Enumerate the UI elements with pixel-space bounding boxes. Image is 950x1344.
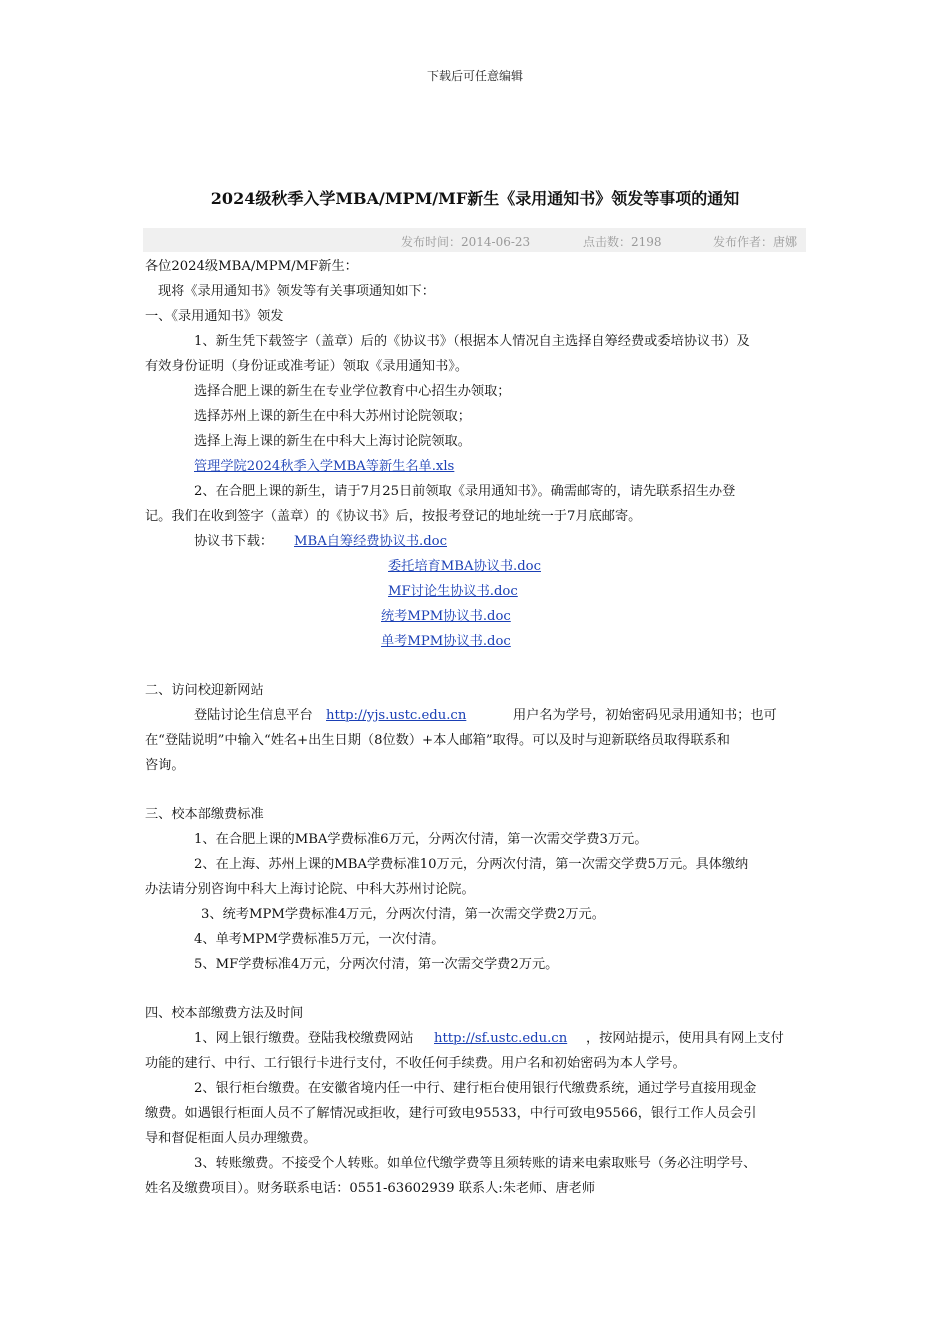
page-title: 2024级秋季入学MBA/MPM/MF新生《录用通知书》领发等事项的通知 <box>210 189 740 208</box>
intro: 现将《录用通知书》领发等有关事项通知如下： <box>158 284 435 299</box>
fee-item-3: 3、统考MPM学费标准4万元，分两次付清，第一次需交学费2万元。 <box>201 907 605 922</box>
s1-para2-line1: 2、在合肥上课的新生，请于7月25日前领取《录用通知书》。确需邮寄的，请先联系招生办登 <box>194 484 736 499</box>
pay-item-1-pre: 1、网上银行缴费。登陆我校缴费网站 <box>194 1031 414 1046</box>
s1-para1-line1: 1、新生凭下载签字（盖章）后的《协议书》（根据本人情况自主选择自筹经费或委培协议书）及 <box>194 334 750 349</box>
section-1-heading: 一、《录用通知书》领发 <box>145 309 284 324</box>
pay-item-1-line2: 功能的建行、中行、工行银行卡进行支付，不收任何手续费。用户名和初始密码为本人学号。 <box>145 1056 686 1071</box>
pay-item-3-line1: 3、转账缴费。不接受个人转账。如单位代缴学费等且须转账的请来电索取账号（务必注明学号、 <box>194 1156 757 1171</box>
fee-item-2-line1: 2、在上海、苏州上课的MBA学费标准10万元，分两次付清，第一次需交学费5万元。具体缴纳 <box>194 857 749 872</box>
section-3-heading: 三、校本部缴费标准 <box>145 807 264 822</box>
s1-hefei: 选择合肥上课的新生在专业学位教育中心招生办领取； <box>194 384 511 399</box>
download-label: 协议书下载： <box>194 534 274 549</box>
fee-item-4: 4、单考MPM学费标准5万元，一次付清。 <box>194 932 445 947</box>
pay-item-1-post: ，按网站提示，使用具有网上支付 <box>586 1031 784 1046</box>
sf-site-link[interactable]: http://sf.ustc.edu.cn <box>434 1031 568 1046</box>
doc-link-mf[interactable]: MF讨论生协议书.doc <box>388 584 518 599</box>
s1-para2-line2: 记。我们在收到签字（盖章）的《协议书》后，按报考登记的地址统一于7月底邮寄。 <box>145 509 642 524</box>
publish-time: 发布时间：2014-06-23 <box>401 235 531 249</box>
section-4-heading: 四、校本部缴费方法及时间 <box>145 1006 304 1021</box>
section-2-heading: 二、访问校迎新网站 <box>145 683 264 698</box>
fee-item-2-line2: 办法请分别咨询中科大上海讨论院、中科大苏州讨论院。 <box>145 882 475 897</box>
meta-bar <box>143 228 806 252</box>
greeting: 各位2024级MBA/MPM/MF新生： <box>145 259 358 274</box>
s1-para1-line2: 有效身份证明（身份证或准考证）领取《录用通知书》。 <box>145 359 469 374</box>
doc-link-mpm-unified[interactable]: 统考MPM协议书.doc <box>381 609 511 624</box>
student-list-link[interactable]: 管理学院2024秋季入学MBA等新生名单.xls <box>194 459 455 474</box>
s1-shanghai: 选择上海上课的新生在中科大上海讨论院领取。 <box>194 434 471 449</box>
doc-link-mpm-single[interactable]: 单考MPM协议书.doc <box>381 634 511 649</box>
fee-item-5: 5、MF学费标准4万元，分两次付清，第一次需交学费2万元。 <box>194 957 559 972</box>
s2-line2: 在“登陆说明”中输入“姓名+出生日期（8位数）+本人邮箱”取得。可以及时与迎新联络员取得联系和 <box>145 733 730 748</box>
pay-item-2-line3: 导和督促柜面人员办理缴费。 <box>145 1131 317 1146</box>
click-count: 点击数：2198 <box>583 235 662 249</box>
doc-link-mba-sponsored[interactable]: 委托培育MBA协议书.doc <box>388 559 541 574</box>
yjs-site-link[interactable]: http://yjs.ustc.edu.cn <box>326 708 467 723</box>
pay-item-3-line2: 姓名及缴费项目）。财务联系电话：0551-63602939 联系人:朱老师、唐老师 <box>145 1181 596 1196</box>
header-note: 下载后可任意编辑 <box>426 69 523 83</box>
pay-item-2-line1: 2、银行柜台缴费。在安徽省境内任一中行、建行柜台使用银行代缴费系统，通过学号直接用现金 <box>194 1081 757 1096</box>
s2-line3: 咨询。 <box>145 758 185 773</box>
fee-item-1: 1、在合肥上课的MBA学费标准6万元，分两次付清，第一次需交学费3万元。 <box>194 832 648 847</box>
s2-line1-post: 用户名为学号，初始密码见录用通知书；也可 <box>513 708 777 723</box>
s1-suzhou: 选择苏州上课的新生在中科大苏州讨论院领取； <box>194 409 471 424</box>
pay-item-2-line2: 缴费。如遇银行柜面人员不了解情况或拒收，建行可致电95533，中行可致电95566，银行工作人员会引 <box>145 1106 757 1121</box>
s2-line1-pre: 登陆讨论生信息平台 <box>194 708 313 723</box>
author: 发布作者：唐娜 <box>713 235 798 249</box>
doc-link-mba-self[interactable]: MBA自筹经费协议书.doc <box>294 534 447 549</box>
